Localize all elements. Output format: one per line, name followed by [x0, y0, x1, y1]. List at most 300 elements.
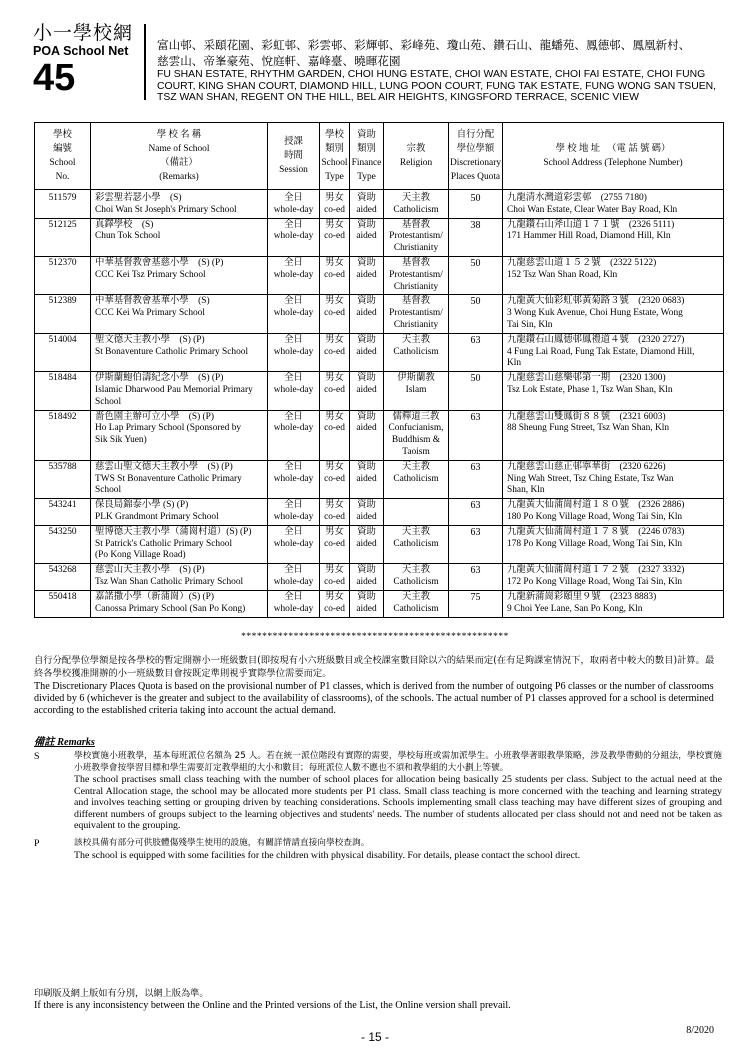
cell-school-type-line: co-ed — [324, 576, 345, 587]
cell-address — [503, 333, 724, 371]
cell-school-type-line: 男女 — [325, 526, 344, 537]
cell-religion-line: 天主教 — [401, 461, 431, 472]
cell-address-line: 九龍新蒲崗彩頤里９號 (2323 8883) — [507, 591, 657, 602]
cell-quota: 63 — [449, 564, 503, 591]
cell-session-line: 全日 — [284, 219, 303, 230]
header-school-name: 學 校 名 稱 Name of School （備註） (Remarks) — [91, 123, 268, 190]
cell-school-type-line: 男女 — [325, 373, 344, 384]
cell-school-name — [91, 295, 268, 333]
cell-session-line: whole-day — [273, 511, 314, 522]
cell-address — [503, 525, 724, 563]
cell-religion — [384, 499, 449, 526]
estates-en-line: FU SHAN ESTATE, RHYTHM GARDEN, CHOI HUNG ESTATE, CHOI WAN ESTATE, CHOI FAI ESTATE, CHOI FUNG — [157, 69, 706, 80]
header-session: 授課 時間 Session — [268, 123, 320, 190]
header-divider — [144, 24, 146, 100]
cell-religion — [384, 295, 449, 333]
cell-address-line: 九龍清水灣道彩雲邨 (2755 7180) — [507, 193, 647, 203]
cell-address-line: 九龍鑽石山鳳德邨鳳禮道４號 (2320 2727) — [507, 334, 685, 345]
cell-session — [268, 525, 320, 563]
cell-school-name — [91, 525, 268, 563]
header-address: 學 校 地 址 （電 話 號 碼） School Address (Telephone Number) — [503, 123, 724, 190]
cell-school-type-line: 男女 — [325, 193, 344, 203]
cell-religion — [384, 460, 449, 498]
cell-session — [268, 460, 320, 498]
quota-note — [34, 655, 722, 718]
quota-note-zh: 自行分配學位學額是按各學校的暫定開辦小一班級數目(即按現有小六班級數目或全校課室數目除以六的結果而定(在有足夠課室情況下，取兩者中較大的數目)計算。最終各學校獲准開辦的小一班級數目會按既定準則視乎實際學位需要而定。 — [34, 655, 715, 679]
cell-school-name-line: CCC Kei Tsz Primary School — [95, 269, 206, 280]
cell-finance-type — [350, 564, 384, 591]
cell-address — [503, 564, 724, 591]
cell-finance-type-line: aided — [356, 603, 377, 614]
remark-code: P — [34, 838, 40, 849]
cell-finance-type-line: 資助 — [357, 193, 376, 203]
cell-finance-type-line: aided — [356, 538, 377, 549]
remark-en: The school practises small class teaching with the number of school places for allocation being basically 25 students per class. Subject to the actual need at the Central Allocation stage, the school may be allocated more students per P1 class. Small class teaching is more concerned with the teaching and learning strategy and involves teaching setting or grouping driven by teaching considerations. Schools implementing small class teaching may have different sizes of grouping and different numbers of groups subject to the learning objectives and students' needs. The number of students allocated per class should not and need not be taken as equivalent to the grouping. — [74, 774, 722, 831]
cell-finance-type-line: 資助 — [357, 219, 376, 230]
cell-session — [268, 564, 320, 591]
cell-finance-type-line: 資助 — [357, 526, 376, 537]
cell-school-type-line: co-ed — [324, 538, 345, 549]
table-row — [35, 295, 724, 333]
cell-school-name-line: 中華基督教會基慈小學 (S) (P) — [95, 257, 224, 268]
cell-religion — [384, 564, 449, 591]
cell-religion-line: 天主教 — [401, 591, 431, 602]
cell-religion — [384, 410, 449, 460]
cell-religion-line: 基督教 — [401, 219, 431, 230]
page-number: - 15 - — [360, 1030, 389, 1044]
footer-note-zh: 印刷版及網上版如有分別，以網上版為準。 — [34, 988, 209, 999]
cell-session-line: whole-day — [273, 269, 314, 280]
cell-session-line: whole-day — [273, 308, 314, 319]
cell-finance-type-line: aided — [356, 576, 377, 587]
cell-session-line: 全日 — [284, 373, 303, 384]
cell-finance-type-line: 資助 — [357, 334, 376, 345]
cell-religion — [384, 372, 449, 410]
cell-address-line: Kln — [507, 358, 522, 369]
cell-religion-line: 天主教 — [401, 526, 431, 537]
cell-finance-type — [350, 256, 384, 294]
cell-school-type-line: co-ed — [324, 511, 345, 522]
cell-religion-line: Christianity — [393, 243, 439, 254]
cell-school-type — [320, 525, 350, 563]
page-header — [33, 22, 723, 103]
cell-session-line: whole-day — [273, 231, 314, 242]
print-date: 8/2020 — [686, 1025, 714, 1036]
cell-school-name-line: TWS St Bonaventure Catholic Primary — [95, 473, 242, 484]
cell-school-type — [320, 460, 350, 498]
cell-religion-line: Christianity — [393, 319, 439, 330]
cell-school-type-line: co-ed — [324, 308, 345, 319]
cell-address — [503, 218, 724, 256]
table-row — [35, 218, 724, 256]
remark-en: The school is equipped with some facilities for the children with physical disability. For details, please contact the school direct. — [74, 849, 581, 861]
cell-school-name-line: Canossa Primary School (San Po Kong) — [95, 603, 246, 614]
cell-religion-line: 伊斯蘭教 — [397, 373, 435, 384]
cell-school-type — [320, 256, 350, 294]
cell-school-no: 512125 — [35, 218, 91, 256]
cell-address — [503, 590, 724, 618]
cell-school-name-line: Sik Sik Yuen) — [95, 435, 147, 446]
cell-finance-type-line: aided — [356, 384, 377, 395]
cell-finance-type-line: aided — [356, 346, 377, 357]
cell-school-no: 518484 — [35, 372, 91, 410]
cell-school-type-line: 男女 — [325, 591, 344, 602]
cell-school-no: 514004 — [35, 333, 91, 371]
cell-address-line: 3 Wong Kuk Avenue, Choi Hung Estate, Wong — [507, 308, 683, 319]
cell-finance-type-line: 資助 — [357, 565, 376, 576]
cell-religion — [384, 256, 449, 294]
cell-school-name — [91, 372, 268, 410]
cell-school-type-line: co-ed — [324, 473, 345, 484]
cell-school-name-line: 聖文德天主教小學 (S) (P) — [95, 334, 205, 345]
cell-school-name-line: St Patrick's Catholic Primary School — [95, 538, 233, 549]
cell-school-type-line: 男女 — [325, 334, 344, 345]
cell-school-name — [91, 499, 268, 526]
cell-religion-line: 儒釋道三教 — [392, 411, 440, 422]
cell-school-name-line: 慈雲山天主教小學 (S) (P) — [95, 565, 205, 576]
cell-finance-type — [350, 333, 384, 371]
cell-finance-type — [350, 590, 384, 618]
cell-address — [503, 256, 724, 294]
remark-zh: 該校具備有部分可供肢體傷殘學生使用的設施，有關詳情請直接向學校查詢。 — [74, 838, 370, 848]
cell-school-name — [91, 564, 268, 591]
cell-address-line: 9 Choi Yee Lane, San Po Kong, Kln — [507, 603, 643, 614]
cell-address-line: 九龍黃大仙蒲崗村道１７２號 (2327 3332) — [507, 565, 685, 576]
cell-school-no: 512389 — [35, 295, 91, 333]
cell-school-name-line: 中華基督教會基華小學 (S) — [95, 296, 210, 307]
cell-finance-type-line: aided — [356, 423, 377, 434]
cell-school-name-line: (Po Kong Village Road) — [95, 550, 186, 561]
cell-school-type-line: 男女 — [325, 461, 344, 472]
cell-session — [268, 218, 320, 256]
cell-school-no: 543250 — [35, 525, 91, 563]
cell-school-name — [91, 218, 268, 256]
cell-school-type-line: co-ed — [324, 204, 345, 215]
cell-finance-type — [350, 525, 384, 563]
cell-school-type — [320, 590, 350, 618]
table-row — [35, 256, 724, 294]
cell-quota: 63 — [449, 410, 503, 460]
table-row — [35, 410, 724, 460]
remark-zh: 學校實施小班教學，基本每班派位名額為 25 人。若在統一派位階段有實際的需要，學校每班或需加派學生。小班教學著眼教學策略，涉及教學帶動的分組法，學校實施小班教學會按學習目標和學生需要訂定教學組的大小和數目；每班派位人數不應也不須和教學組的大小劃上等號。 — [74, 751, 722, 773]
cell-finance-type — [350, 372, 384, 410]
cell-school-name-line: 聖博德天主教小學（蒲崗村道）(S) (P) — [95, 526, 252, 537]
cell-school-no: 535788 — [35, 460, 91, 498]
cell-school-type — [320, 295, 350, 333]
cell-school-type-line: co-ed — [324, 384, 345, 395]
cell-school-name-line: School — [95, 396, 122, 407]
footer-note — [34, 988, 511, 1012]
cell-school-name-line: 嘉諾撒小學（新蒲崗）(S) (P) — [95, 591, 215, 602]
cell-finance-type-line: 資助 — [357, 500, 376, 511]
cell-address-line: 九龍黃大仙彩虹邨黃菊路３號 (2320 0683) — [507, 296, 685, 307]
cell-school-no: 518492 — [35, 410, 91, 460]
remarks-title: 備註 Remarks — [34, 737, 95, 748]
cell-session-line: 全日 — [284, 526, 303, 537]
estates-en-line: COURT, KING SHAN COURT, DIAMOND HILL, LUNG POON COURT, FUNG TAK ESTATE, FUNG WONG SAN TSUEN, — [157, 80, 717, 92]
cell-session-line: whole-day — [273, 204, 314, 215]
table-header-row — [35, 123, 724, 190]
estates-zh-line: 慈雲山、帝峯豪苑、悅庭軒、嘉峰臺、曉暉花園 — [157, 54, 401, 68]
cell-address — [503, 372, 724, 410]
cell-school-name — [91, 410, 268, 460]
cell-address-line: 九龍慈雲山慈正邨寧華街 (2320 6226) — [507, 461, 666, 472]
cell-session — [268, 333, 320, 371]
cell-school-name-line: Chun Tok School — [95, 231, 161, 242]
cell-school-type — [320, 218, 350, 256]
cell-religion-line: Catholicism — [393, 473, 439, 484]
cell-school-name-line: Tsz Wan Shan Catholic Primary School — [95, 576, 244, 587]
footer-note-en: If there is any inconsistency between the Online and the Printed versions of the List, the Online version shall prevail. — [34, 1000, 511, 1012]
header-school-no: 學校 編號 School No. — [35, 123, 91, 190]
cell-finance-type-line: aided — [356, 204, 377, 215]
cell-finance-type-line: aided — [356, 231, 377, 242]
cell-address-line: 88 Sheung Fung Street, Tsz Wan Shan, Kln — [507, 423, 670, 434]
cell-quota: 50 — [449, 190, 503, 219]
cell-school-type-line: 男女 — [325, 500, 344, 511]
cell-school-no: 511579 — [35, 190, 91, 219]
cell-address-line: 九龍慈雲山慈樂邨第一期 (2320 1300) — [507, 373, 666, 384]
cell-session-line: 全日 — [284, 257, 303, 268]
table-row — [35, 333, 724, 371]
cell-school-type-line: 男女 — [325, 296, 344, 307]
cell-session-line: whole-day — [273, 603, 314, 614]
school-table — [34, 122, 724, 618]
cell-finance-type — [350, 410, 384, 460]
cell-finance-type-line: aided — [356, 308, 377, 319]
cell-address-line: 九龍慈雲山雙鳳街８８號 (2321 6003) — [507, 411, 666, 422]
cell-address — [503, 410, 724, 460]
cell-address — [503, 295, 724, 333]
cell-school-name-line: Choi Wan St Joseph's Primary School — [95, 204, 237, 215]
cell-school-type — [320, 410, 350, 460]
cell-school-name-line: PLK Grandmont Primary School — [95, 511, 219, 522]
cell-session-line: whole-day — [273, 576, 314, 587]
cell-quota: 50 — [449, 256, 503, 294]
cell-religion-line: Catholicism — [393, 603, 439, 614]
cell-religion-line: Catholicism — [393, 204, 439, 215]
estate-list — [157, 37, 727, 104]
cell-session-line: 全日 — [284, 334, 303, 345]
cell-religion-line: 天主教 — [401, 334, 431, 345]
cell-address-line: 180 Po Kong Village Road, Wong Tai Sin, Kln — [507, 511, 683, 522]
cell-finance-type-line: aided — [356, 473, 377, 484]
cell-address — [503, 190, 724, 219]
cell-address-line: 九龍鑽石山斧山道１７１號 (2326 5111) — [507, 219, 675, 230]
cell-finance-type-line: 資助 — [357, 296, 376, 307]
cell-school-name-line: CCC Kei Wa Primary School — [95, 308, 206, 319]
cell-school-type-line: 男女 — [325, 219, 344, 230]
cell-finance-type-line: 資助 — [357, 411, 376, 422]
cell-quota: 50 — [449, 372, 503, 410]
cell-school-name — [91, 590, 268, 618]
cell-address-line: Shan, Kln — [507, 485, 545, 496]
cell-session — [268, 256, 320, 294]
header-religion: 宗教 Religion — [384, 123, 449, 190]
cell-session — [268, 372, 320, 410]
cell-school-name — [91, 190, 268, 219]
header-finance-type: 資助 類別 Finance Type — [350, 123, 384, 190]
cell-school-type-line: co-ed — [324, 346, 345, 357]
cell-school-name-line: 伊斯蘭鮑伯濤紀念小學 (S) (P) — [95, 373, 224, 384]
cell-quota: 50 — [449, 295, 503, 333]
cell-religion-line: 天主教 — [401, 565, 431, 576]
cell-religion — [384, 333, 449, 371]
cell-religion-line: Christianity — [393, 281, 439, 292]
cell-school-type-line: 男女 — [325, 257, 344, 268]
cell-school-name-line: 彩雲聖若瑟小學 (S) — [95, 193, 182, 203]
cell-religion-line: Protestantism/ — [389, 269, 443, 280]
cell-school-name-line: 慈雲山聖文德天主教小學 (S) (P) — [95, 461, 233, 472]
cell-address — [503, 499, 724, 526]
cell-address-line: 九龍黃大仙蒲崗村道１８０號 (2326 2886) — [507, 500, 685, 511]
cell-school-no: 550418 — [35, 590, 91, 618]
separator-stars: *************************************************** — [241, 632, 509, 642]
estates-en-line: TSZ WAN SHAN, REGENT ON THE HILL, BEL AIR HEIGHTS, KINGSFORD TERRACE, SCENIC VIEW — [157, 92, 639, 103]
table-row — [35, 460, 724, 498]
cell-religion — [384, 590, 449, 618]
cell-finance-type — [350, 295, 384, 333]
cell-school-no: 543241 — [35, 499, 91, 526]
cell-session-line: 全日 — [284, 193, 303, 203]
cell-finance-type-line: aided — [356, 511, 377, 522]
cell-quota: 63 — [449, 499, 503, 526]
cell-address-line: 4 Fung Lai Road, Fung Tak Estate, Diamond Hill, — [507, 346, 695, 357]
cell-session-line: whole-day — [273, 346, 314, 357]
cell-address-line: Tsz Lok Estate, Phase 1, Tsz Wan Shan, Kln — [507, 384, 673, 395]
cell-school-type — [320, 190, 350, 219]
quota-note-en: The Discretionary Places Quota is based on the provisional number of P1 classes, which is derived from the number of outgoing P6 classes or the number of classrooms divided by 6 (whichever is the greater and subject to the availability of classrooms), of the schools. The actual number of P1 classes approved for a school is determined according to the established criteria taking into account the actual demand. — [34, 680, 714, 717]
cell-school-type-line: co-ed — [324, 231, 345, 242]
cell-religion — [384, 218, 449, 256]
cell-session-line: whole-day — [273, 423, 314, 434]
cell-religion — [384, 525, 449, 563]
cell-finance-type-line: aided — [356, 269, 377, 280]
table-row — [35, 190, 724, 219]
cell-address-line: 178 Po Kong Village Road, Wong Tai Sin, Kln — [507, 538, 683, 549]
cell-school-name-line: 真鐸學校 (S) — [95, 219, 154, 230]
cell-religion-line: Catholicism — [393, 346, 439, 357]
net-title-block — [33, 22, 145, 100]
cell-finance-type — [350, 190, 384, 219]
cell-religion-line: Protestantism/ — [389, 308, 443, 319]
cell-religion-line: Buddhism & — [391, 435, 441, 446]
cell-religion — [384, 190, 449, 219]
cell-session-line: whole-day — [273, 384, 314, 395]
cell-school-name-line: School — [95, 485, 122, 496]
cell-religion-line: Catholicism — [393, 538, 439, 549]
cell-religion-line: 天主教 — [401, 193, 431, 203]
table-row — [35, 590, 724, 618]
cell-finance-type-line: 資助 — [357, 461, 376, 472]
cell-religion-line: Confucianism, — [388, 423, 444, 434]
cell-school-name-line: Ho Lap Primary School (Sponsored by — [95, 423, 242, 434]
cell-school-name-line: Islamic Dharwood Pau Memorial Primary — [95, 384, 253, 395]
cell-session-line: whole-day — [273, 473, 314, 484]
cell-school-type — [320, 499, 350, 526]
cell-school-no: 512370 — [35, 256, 91, 294]
cell-school-no: 543268 — [35, 564, 91, 591]
cell-address-line: 171 Hammer Hill Road, Diamond Hill, Kln — [507, 231, 671, 242]
cell-religion-line: Islam — [405, 384, 427, 395]
cell-finance-type — [350, 218, 384, 256]
cell-session-line: 全日 — [284, 591, 303, 602]
cell-address-line: Tai Sin, Kln — [507, 319, 553, 330]
cell-session-line: 全日 — [284, 461, 303, 472]
cell-address-line: 九龍慈雲山道１５２號 (2322 5122) — [507, 257, 657, 268]
cell-session-line: 全日 — [284, 565, 303, 576]
cell-school-type — [320, 372, 350, 410]
cell-session-line: 全日 — [284, 500, 303, 511]
cell-quota: 63 — [449, 525, 503, 563]
cell-session — [268, 295, 320, 333]
cell-address-line: 九龍黃大仙蒲崗村道１７８號 (2246 0783) — [507, 526, 685, 537]
cell-school-type — [320, 564, 350, 591]
cell-school-name-line: 保良局錦泰小學 (S) (P) — [95, 500, 189, 511]
cell-address-line: 152 Tsz Wan Shan Road, Kln — [507, 269, 618, 280]
cell-address — [503, 460, 724, 498]
cell-religion-line: 基督教 — [401, 296, 431, 307]
cell-quota: 75 — [449, 590, 503, 618]
cell-address-line: Ning Wah Street, Tsz Ching Estate, Tsz Wan — [507, 473, 674, 484]
table-row — [35, 372, 724, 410]
estates-zh-line: 富山邨、采頤花園、彩虹邨、彩雲邨、彩輝邨、彩峰苑、瓊山苑、鑽石山、龍蟠苑、鳳德邨、鳳凰新村、 — [157, 38, 691, 52]
cell-address-line: 172 Po Kong Village Road, Wong Tai Sin, Kln — [507, 576, 683, 587]
cell-school-type — [320, 333, 350, 371]
net-title-en: POA School Net — [33, 44, 129, 58]
cell-finance-type — [350, 460, 384, 498]
table-row — [35, 499, 724, 526]
cell-religion-line: Taoism — [402, 446, 430, 457]
table-row — [35, 564, 724, 591]
cell-school-name — [91, 256, 268, 294]
header-quota: 自行分配 學位學額 Discretionary Places Quota — [449, 123, 503, 190]
cell-school-name — [91, 460, 268, 498]
cell-school-type-line: co-ed — [324, 423, 345, 434]
cell-school-type-line: co-ed — [324, 269, 345, 280]
cell-school-type-line: 男女 — [325, 565, 344, 576]
cell-session — [268, 190, 320, 219]
cell-quota: 38 — [449, 218, 503, 256]
cell-session-line: 全日 — [284, 411, 303, 422]
cell-session-line: 全日 — [284, 296, 303, 307]
header-school-type: 學校 類別 School Type — [320, 123, 350, 190]
cell-school-type-line: co-ed — [324, 603, 345, 614]
cell-finance-type-line: 資助 — [357, 591, 376, 602]
cell-religion-line: Catholicism — [393, 576, 439, 587]
net-number: 45 — [33, 57, 76, 99]
cell-finance-type-line: 資助 — [357, 373, 376, 384]
cell-school-name — [91, 333, 268, 371]
cell-quota: 63 — [449, 460, 503, 498]
cell-school-type-line: 男女 — [325, 411, 344, 422]
cell-session-line: whole-day — [273, 538, 314, 549]
cell-session — [268, 410, 320, 460]
cell-session — [268, 499, 320, 526]
cell-religion-line: 基督教 — [401, 257, 431, 268]
cell-school-name-line: St Bonaventure Catholic Primary School — [95, 346, 249, 357]
cell-quota: 63 — [449, 333, 503, 371]
cell-religion-line: Protestantism/ — [389, 231, 443, 242]
cell-school-name-line: 嗇色園主辦可立小學 (S) (P) — [95, 411, 215, 422]
net-title-zh: 小一學校網 — [33, 22, 134, 44]
table-row — [35, 525, 724, 563]
cell-address-line: Choi Wan Estate, Clear Water Bay Road, Kln — [507, 204, 678, 215]
cell-finance-type — [350, 499, 384, 526]
cell-session — [268, 590, 320, 618]
cell-finance-type-line: 資助 — [357, 257, 376, 268]
remark-code: S — [34, 751, 40, 762]
